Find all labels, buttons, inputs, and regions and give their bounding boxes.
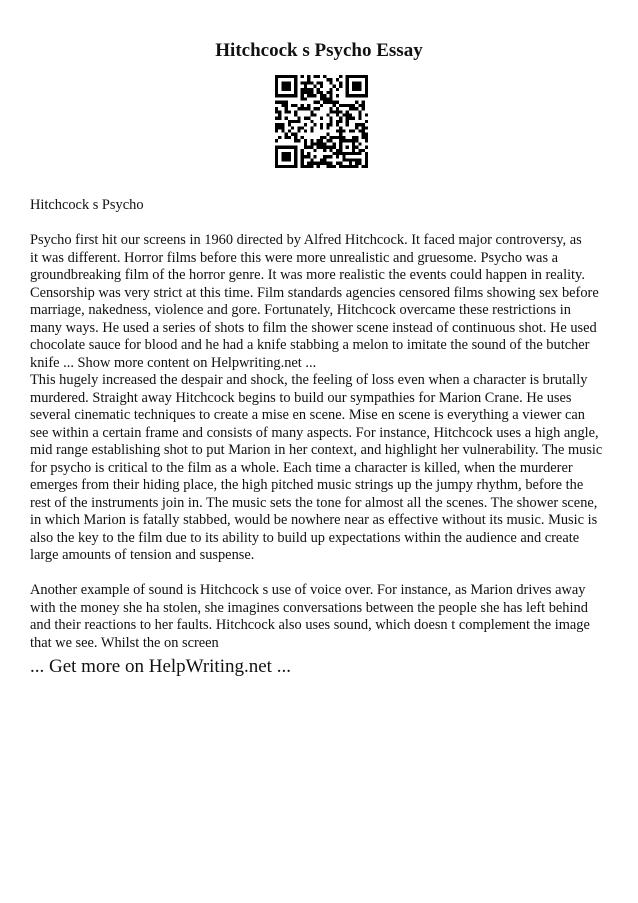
essay-paragraph-1: Psycho first hit our screens in 1960 directed by Alfred Hitchcock. It faced major controversy, as it was different. Horror films before this were more unrealistic and gruesome. Psycho was a groundbreaking film of the horror genre. It was more realistic the events could happen in reality. Censorship was very strict at this time. Film standards agencies censored films showing sex before marriage, nakedness, violence and gore. Fortunately, Hitchcock overcame these restrictions in many ways. He used a series of shots to film the shower scene instead of continuous shot. He used chocolate sauce for blood and he had a knife stabbing a melon to imitate the sound of the butcher knife ... Show more content on Helpwriting.net ... — [30, 232, 599, 371]
get-more-link[interactable]: ... Get more on HelpWriting.net ... — [30, 656, 291, 677]
document-title: Hitchcock s Psycho Essay — [215, 40, 423, 61]
essay-body — [30, 197, 610, 652]
essay-subtitle: Hitchcock s Psycho — [30, 197, 144, 213]
qr-code-icon — [275, 75, 368, 168]
essay-paragraph-2: This hugely increased the despair and shock, the feeling of loss even when a character is brutally murdered. Straight away Hitchcock begins to build our sympathies for Marion Crane. He uses several cinematic techniques to create a mise en scene. Mise en scene is everything a viewer can see within a certain frame and consists of many aspects. For instance, Hitchcock uses a high angle, mid range establishing shot to put Marion in her context, and highlight her vulnerability. The music for psycho is critical to the film as a whole. Each time a character is killed, when the murderer emerges from their hiding place, the high pitched music strings up the jumpy rhythm, before the rest of the instruments join in. The music sets the tone for almost all the scenes. The shower scene, in which Marion is fatally stabbed, would be nowhere near as effective without its music. Music is also the key to the film due to its ability to build up expectations within the audience and create large amounts of tension and suspense. — [30, 372, 603, 563]
essay-paragraph-3: Another example of sound is Hitchcock s use of voice over. For instance, as Marion drives away with the money she ha stolen, she imagines conversations between the people she has left behind and their reactions to her faults. Hitchcock also uses sound, which doesn t complement the image that we see. Whilst the on screen — [30, 582, 590, 651]
